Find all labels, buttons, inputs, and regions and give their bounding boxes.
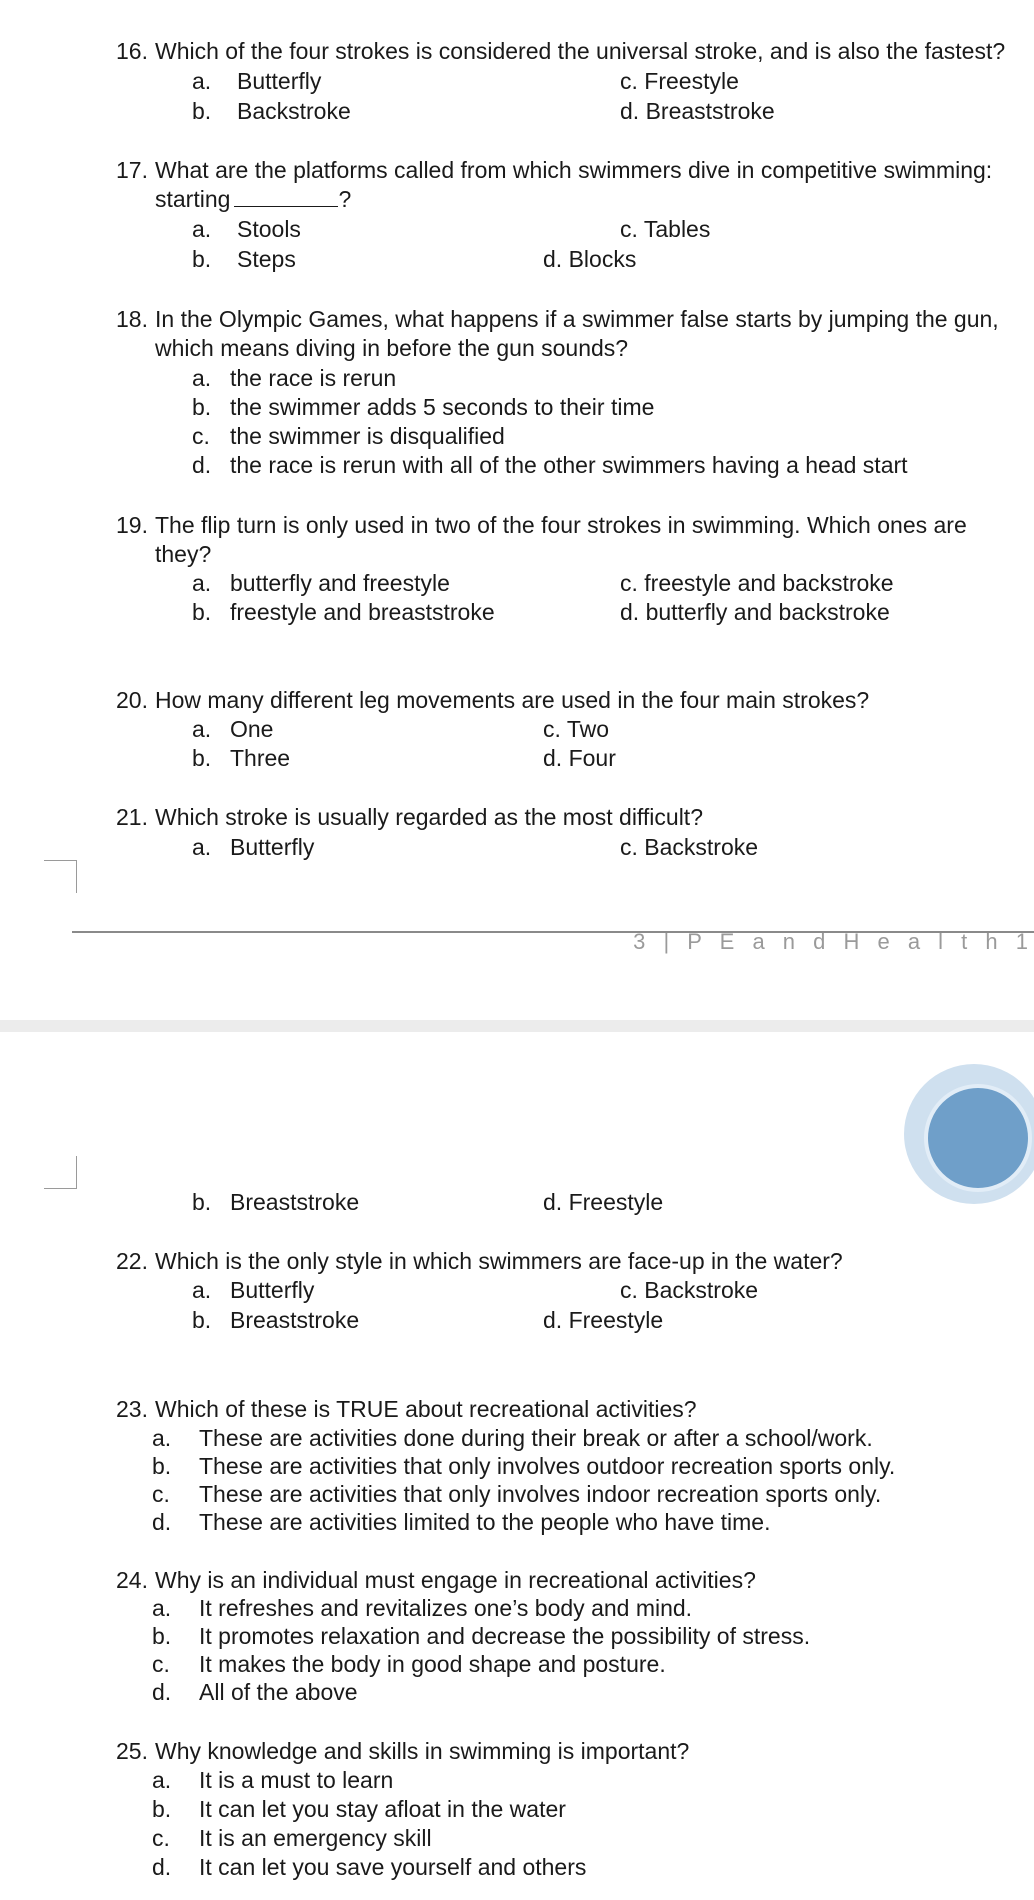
option-d: All of the above <box>199 1679 358 1705</box>
question-text: What are the platforms called from which swimmers dive in competitive swimming: <box>155 157 993 183</box>
option-letter: c. <box>152 1481 170 1507</box>
floating-bubble-icon[interactable] <box>924 1084 1032 1192</box>
option-b: the swimmer adds 5 seconds to their time <box>230 394 655 420</box>
option-b: It can let you stay afloat in the water <box>199 1796 566 1822</box>
question-number: 20. <box>116 687 148 713</box>
page-corner-mark <box>44 860 77 893</box>
option-a: the race is rerun <box>230 365 397 391</box>
option-a: It refreshes and revitalizes one’s body and mind. <box>199 1595 693 1621</box>
option-letter: c. <box>152 1651 170 1677</box>
option-c: These are activities that only involves indoor recreation sports only. <box>199 1481 882 1507</box>
question-text-continued: they? <box>155 541 212 567</box>
option-letter: a. <box>152 1595 172 1621</box>
page-gap <box>0 1020 1034 1032</box>
question-text: The flip turn is only used in two of the four strokes in swimming. Which ones are <box>155 512 967 538</box>
question-number: 25. <box>116 1738 148 1764</box>
page-corner-mark <box>44 1156 77 1189</box>
question-text: Which of these is TRUE about recreational activities? <box>155 1396 697 1422</box>
option-b: freestyle and breaststroke <box>230 599 495 625</box>
option-c: c. Freestyle <box>620 68 739 94</box>
option-letter: d. <box>152 1509 172 1535</box>
option-letter: a. <box>192 834 212 860</box>
option-a: These are activities done during their break or after a school/work. <box>199 1425 873 1451</box>
option-d: the race is rerun with all of the other swimmers having a head start <box>230 452 908 478</box>
question-number: 23. <box>116 1396 148 1422</box>
question-number: 22. <box>116 1248 148 1274</box>
question-number: 24. <box>116 1567 148 1593</box>
option-letter: b. <box>152 1623 172 1649</box>
option-d: It can let you save yourself and others <box>199 1854 587 1880</box>
option-letter: d. <box>152 1854 172 1880</box>
option-b: Breaststroke <box>230 1307 360 1333</box>
option-c: c. freestyle and backstroke <box>620 570 894 596</box>
option-d: d. Breaststroke <box>620 98 775 124</box>
option-letter: a. <box>192 716 212 742</box>
option-letter: a. <box>192 216 212 242</box>
option-a: One <box>230 716 274 742</box>
option-d: d. Four <box>543 745 616 771</box>
option-c: c. Backstroke <box>620 1277 759 1303</box>
question-number: 19. <box>116 512 148 538</box>
option-letter: d. <box>192 452 212 478</box>
option-letter: b. <box>192 98 212 124</box>
option-letter: a. <box>192 365 212 391</box>
option-letter: a. <box>192 570 212 596</box>
option-d: These are activities limited to the people who have time. <box>199 1509 771 1535</box>
option-a: Butterfly <box>230 834 315 860</box>
option-b: Backstroke <box>237 98 351 124</box>
answer-blank <box>234 186 338 207</box>
option-letter: a. <box>152 1425 172 1451</box>
option-letter: d. <box>152 1679 172 1705</box>
question-text: Why knowledge and skills in swimming is important? <box>155 1738 690 1764</box>
question-number: 17. <box>116 157 148 183</box>
option-b: It promotes relaxation and decrease the possibility of stress. <box>199 1623 811 1649</box>
option-a: It is a must to learn <box>199 1767 394 1793</box>
option-d: d. Blocks <box>543 246 637 272</box>
option-letter: c. <box>152 1825 170 1851</box>
option-letter: b. <box>192 599 212 625</box>
page-footer: 3 | P E a n d H e a l t h 1 <box>633 929 1034 954</box>
option-c: It makes the body in good shape and posture. <box>199 1651 666 1677</box>
option-letter: b. <box>192 745 212 771</box>
option-b: Steps <box>237 246 296 272</box>
question-text: Which stroke is usually regarded as the most difficult? <box>155 804 703 830</box>
question-text: Which of the four strokes is considered the universal stroke, and is also the fastest? <box>155 38 1006 64</box>
option-c: It is an emergency skill <box>199 1825 432 1851</box>
question-text: Why is an individual must engage in recreational activities? <box>155 1567 756 1593</box>
question-number: 21. <box>116 804 148 830</box>
option-letter: a. <box>152 1767 172 1793</box>
option-letter: b. <box>192 394 212 420</box>
option-c: the swimmer is disqualified <box>230 423 505 449</box>
question-text: How many different leg movements are used in the four main strokes? <box>155 687 870 713</box>
question-number: 18. <box>116 306 148 332</box>
option-d: d. Freestyle <box>543 1307 664 1333</box>
option-a: Stools <box>237 216 301 242</box>
option-letter: b. <box>192 246 212 272</box>
option-letter: c. <box>192 423 210 449</box>
option-letter: b. <box>192 1189 212 1215</box>
option-a: Butterfly <box>237 68 322 94</box>
option-d: d. Freestyle <box>543 1189 664 1215</box>
option-d: d. butterfly and backstroke <box>620 599 890 625</box>
option-letter: b. <box>192 1307 212 1333</box>
option-b: Breaststroke <box>230 1189 360 1215</box>
question-text-continued: starting ? <box>155 186 352 212</box>
option-b: These are activities that only involves outdoor recreation sports only. <box>199 1453 896 1479</box>
option-letter: b. <box>152 1796 172 1822</box>
option-c: c. Two <box>543 716 610 742</box>
option-c: c. Tables <box>620 216 711 242</box>
option-letter: a. <box>192 1277 212 1303</box>
option-a: butterfly and freestyle <box>230 570 450 596</box>
option-letter: a. <box>192 68 212 94</box>
option-c: c. Backstroke <box>620 834 759 860</box>
option-a: Butterfly <box>230 1277 315 1303</box>
question-text-continued: which means diving in before the gun sounds? <box>155 335 629 361</box>
question-text: Which is the only style in which swimmers are face-up in the water? <box>155 1248 843 1274</box>
question-text: In the Olympic Games, what happens if a swimmer false starts by jumping the gun, <box>155 306 999 332</box>
option-b: Three <box>230 745 291 771</box>
question-number: 16. <box>116 38 148 64</box>
option-letter: b. <box>152 1453 172 1479</box>
